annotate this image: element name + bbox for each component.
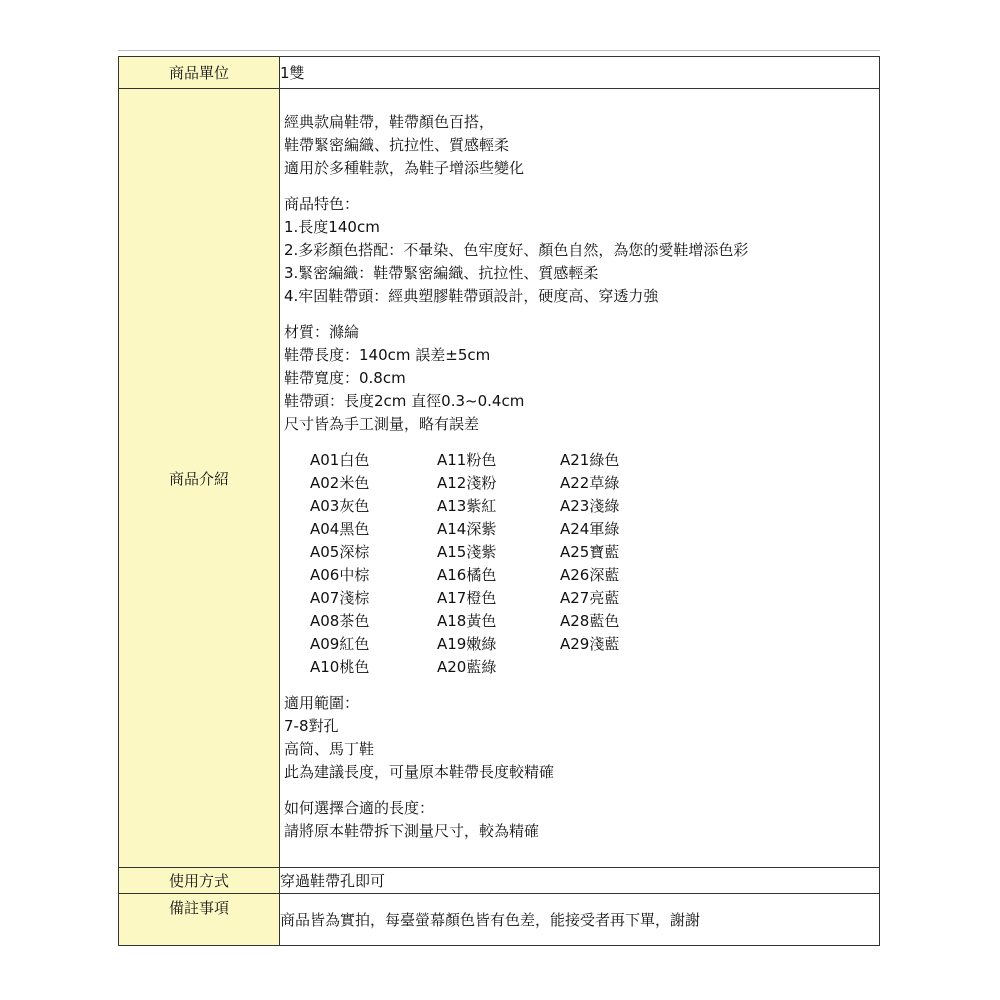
- value-intro: [280, 89, 880, 868]
- color-item: A06中棕: [310, 566, 370, 584]
- color-item: A13紫紅: [437, 497, 497, 515]
- color-column: [560, 449, 680, 679]
- label-intro: 商品介紹: [119, 89, 280, 868]
- color-item: A23淺綠: [560, 497, 620, 515]
- intro-line: 2.多彩顏色搭配：不暈染、色牢度好、顏色自然，為您的愛鞋增添色彩: [284, 241, 749, 259]
- intro-line: 商品特色：: [284, 195, 360, 213]
- color-item: A21綠色: [560, 451, 620, 469]
- intro-line: 鞋帶長度：140cm 誤差±5cm: [284, 346, 491, 364]
- color-column: [310, 449, 437, 679]
- color-item: A08茶色: [310, 612, 370, 630]
- color-item: A14深紫: [437, 520, 497, 538]
- row-note: [119, 894, 880, 946]
- value-note: 商品皆為實拍，每臺螢幕顏色皆有色差，能接受者再下單，謝謝: [280, 894, 880, 946]
- intro-fit: [284, 692, 879, 784]
- color-item: A24軍綠: [560, 520, 620, 538]
- row-unit: [119, 57, 880, 89]
- intro-line: 材質：滌綸: [284, 323, 360, 341]
- row-intro: [119, 89, 880, 868]
- color-item: A26深藍: [560, 566, 620, 584]
- color-item: A29淺藍: [560, 635, 620, 653]
- color-list: [284, 449, 879, 679]
- label-unit: 商品單位: [119, 57, 280, 89]
- intro-line: 適用範圍：: [284, 694, 360, 712]
- color-item: A02米色: [310, 474, 370, 492]
- color-item: A03灰色: [310, 497, 370, 515]
- label-usage: 使用方式: [119, 868, 280, 894]
- intro-line: 4.牢固鞋帶頭：經典塑膠鞋帶頭設計，硬度高、穿透力強: [284, 287, 659, 305]
- intro-line: 如何選擇合適的長度：: [284, 799, 435, 817]
- intro-line: 高筒、馬丁鞋: [284, 740, 375, 758]
- intro-howto: [284, 797, 879, 843]
- color-item: A11粉色: [437, 451, 497, 469]
- intro-line: 1.長度140cm: [284, 218, 380, 236]
- product-spec-table: [118, 56, 880, 946]
- color-item: A12淺粉: [437, 474, 497, 492]
- color-item: A17橙色: [437, 589, 497, 607]
- intro-line: 此為建議長度，可量原本鞋帶長度較精確: [284, 763, 555, 781]
- color-item: A19嫩綠: [437, 635, 497, 653]
- color-item: A27亮藍: [560, 589, 620, 607]
- color-item: A28藍色: [560, 612, 620, 630]
- intro-line: 3.緊密編織：鞋帶緊密編織、抗拉性、質感輕柔: [284, 264, 599, 282]
- color-item: A10桃色: [310, 658, 370, 676]
- top-divider: [118, 50, 880, 51]
- color-item: A20藍綠: [437, 658, 497, 676]
- intro-line: 請將原本鞋帶拆下測量尺寸，較為精確: [284, 822, 540, 840]
- intro-line: 尺寸皆為手工測量，略有誤差: [284, 415, 480, 433]
- value-unit: 1雙: [280, 57, 880, 89]
- label-note: 備註事項: [119, 894, 280, 946]
- value-usage: 穿過鞋帶孔即可: [280, 868, 880, 894]
- color-item: A05深棕: [310, 543, 370, 561]
- intro-line: 適用於多種鞋款，為鞋子增添些變化: [284, 159, 525, 177]
- color-item: A01白色: [310, 451, 370, 469]
- intro-line: 經典款扁鞋帶，鞋帶顏色百搭，: [284, 113, 495, 131]
- color-item: A09紅色: [310, 635, 370, 653]
- row-usage: [119, 868, 880, 894]
- intro-summary: [284, 111, 879, 180]
- color-item: A16橘色: [437, 566, 497, 584]
- intro-features: [284, 193, 879, 308]
- intro-line: 鞋帶寬度：0.8cm: [284, 369, 406, 387]
- color-column: [437, 449, 560, 679]
- intro-line: 鞋帶頭：長度2cm 直徑0.3~0.4cm: [284, 392, 525, 410]
- intro-line: 7-8對孔: [284, 717, 339, 735]
- color-item: A18黃色: [437, 612, 497, 630]
- color-item: A15淺紫: [437, 543, 497, 561]
- color-item: A22草綠: [560, 474, 620, 492]
- intro-line: 鞋帶緊密編織、抗拉性、質感輕柔: [284, 136, 510, 154]
- color-item: A25寶藍: [560, 543, 620, 561]
- color-item: A04黑色: [310, 520, 370, 538]
- color-item: A07淺棕: [310, 589, 370, 607]
- intro-specs: [284, 321, 879, 436]
